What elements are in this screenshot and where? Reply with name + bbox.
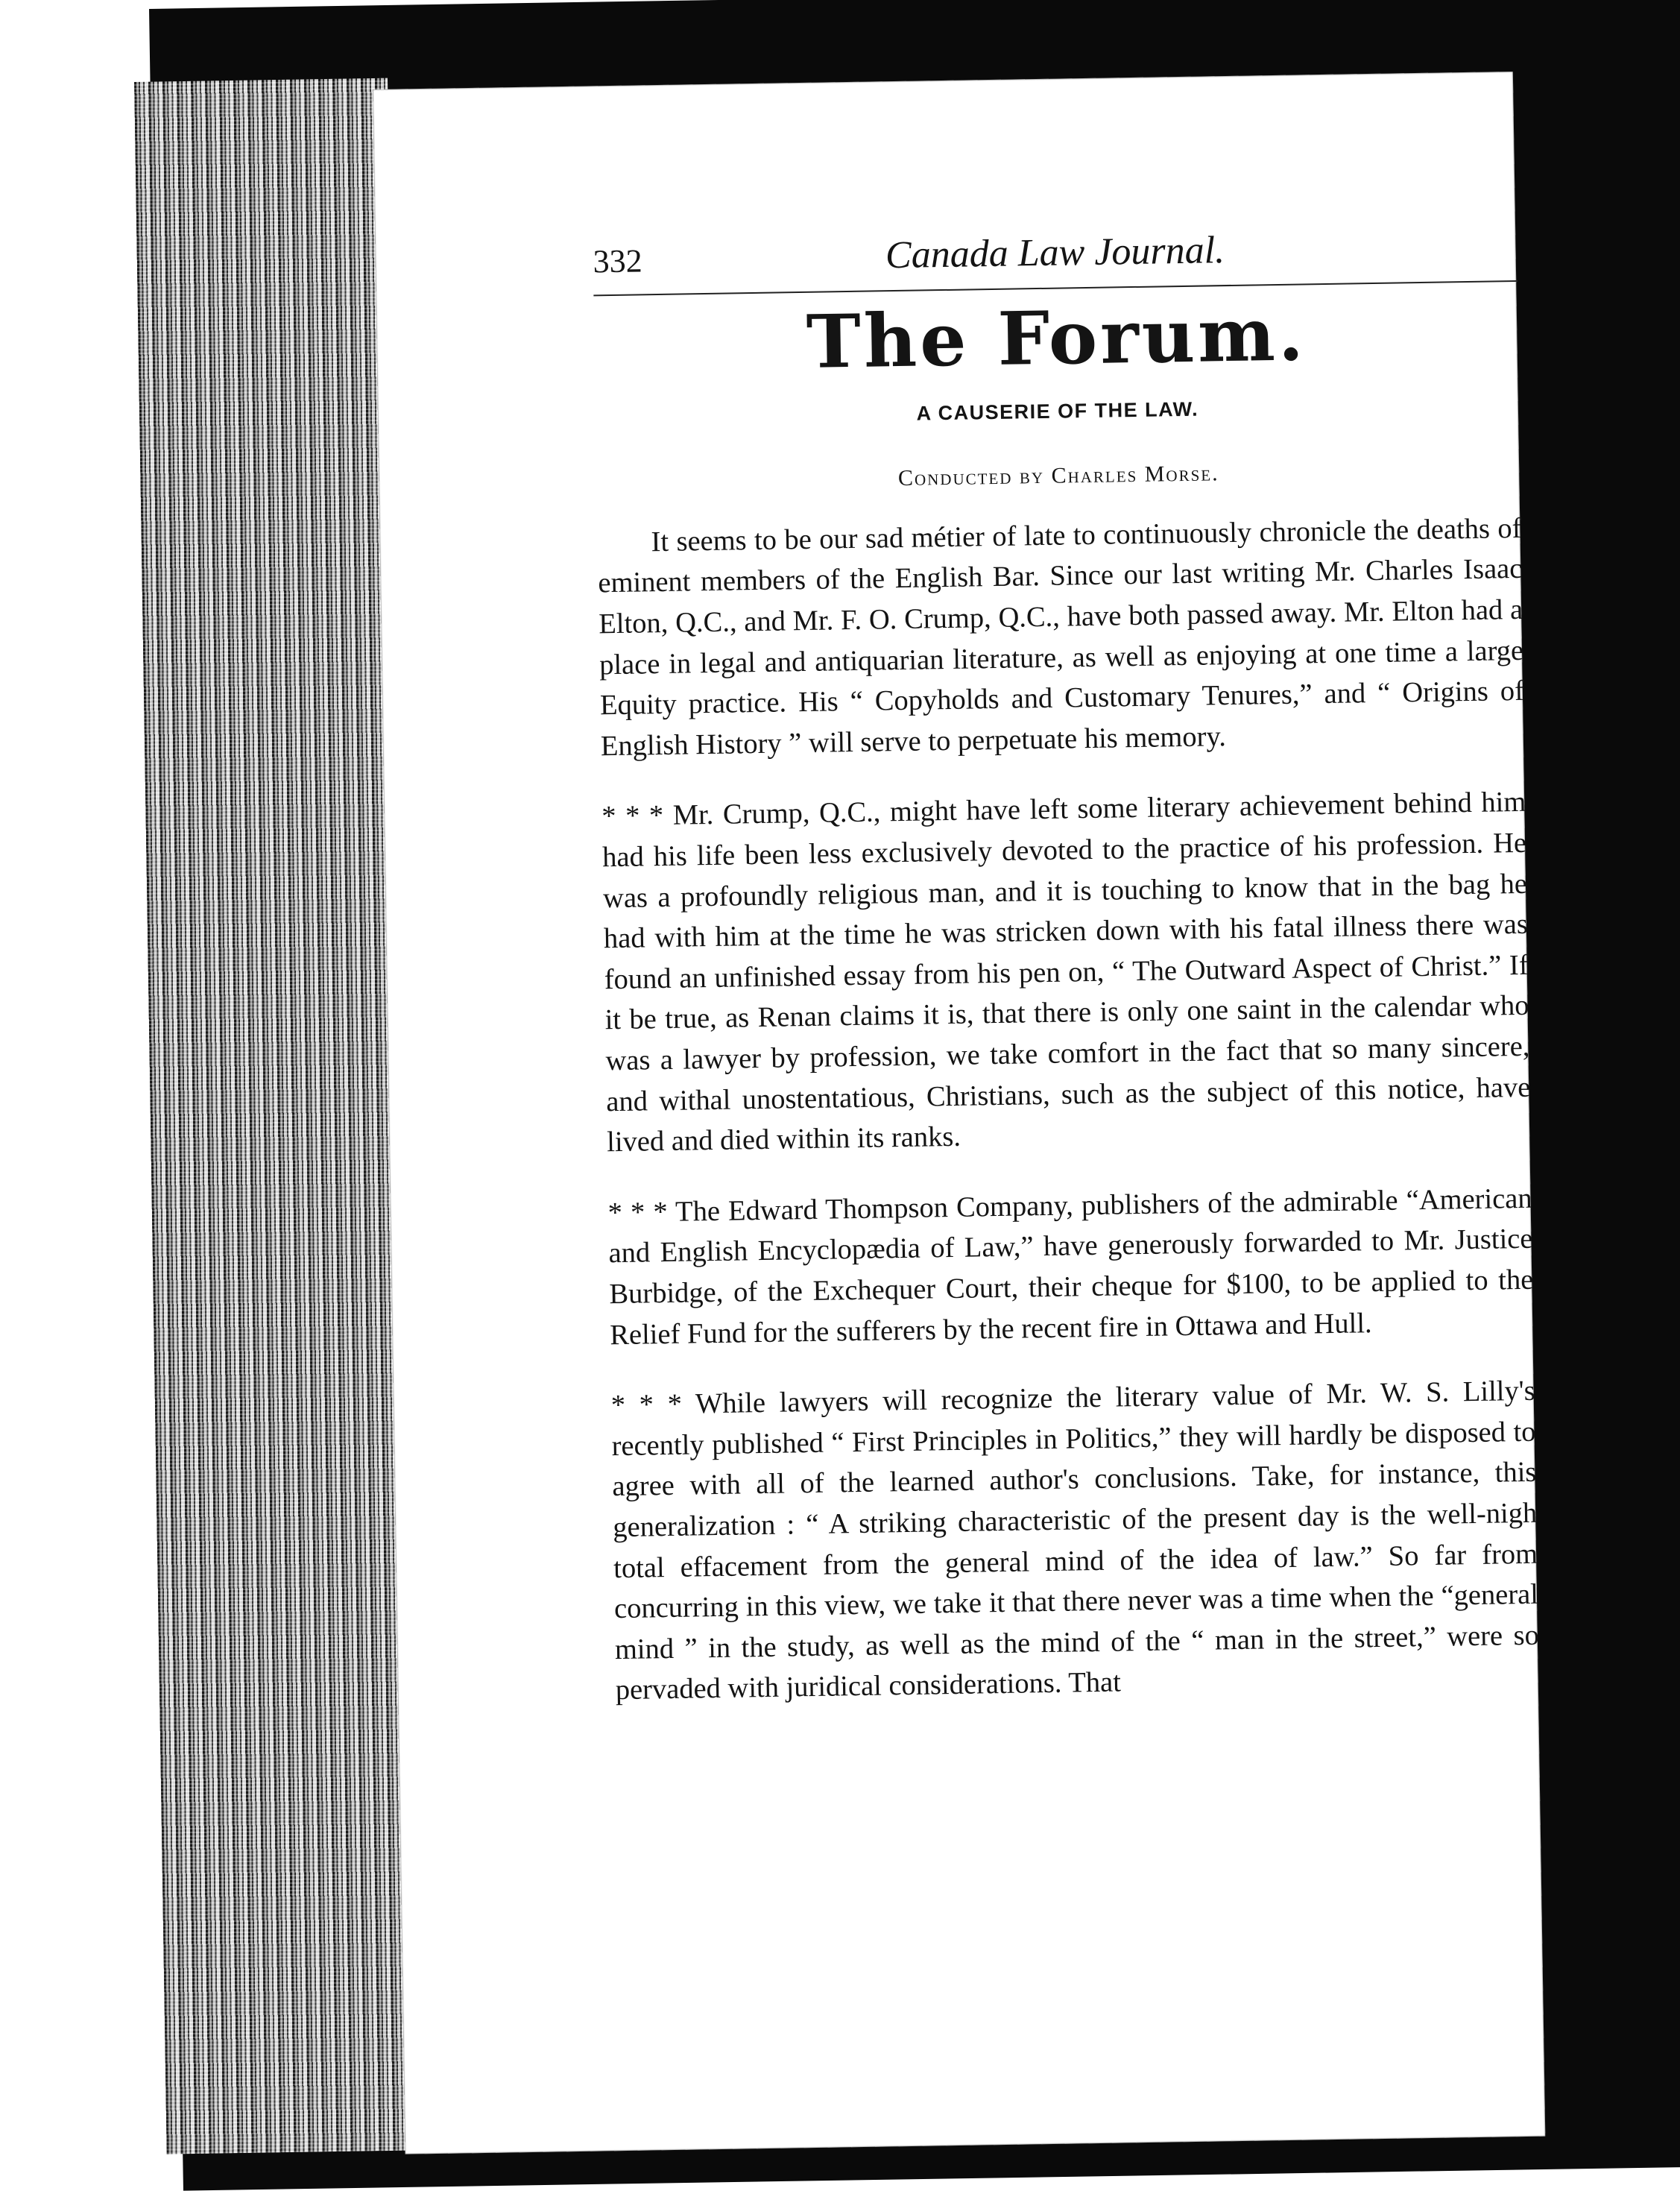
- book-page: [373, 72, 1545, 2154]
- paragraph-elton: It seems to be our sad métier of late to continuously chronicle the deaths of eminent members of the English Bar. Since our last writing Mr. Charles Isaac Elton, Q.C., and Mr. F. O. Crump, Q.C., have both passed away. Mr. Elton had a place in legal and antiquarian literature, as well as enjoying at one time a large Equity practice. His “ Copyholds and Customary Tenures,” and “ Origins of English History ” will serve to perpetuate his memory.: [598, 512, 1525, 763]
- section-title: The Forum.: [806, 291, 1307, 385]
- paragraph-thompson-company: * * * The Edward Thompson Company, publishers of the admirable “American and English Encyclopædia of Law,” have generously forwarded to Mr. Justice Burbidge, of the Exchequer Court, their cheque for $100, to be applied to the Relief Fund for the sufferers by the recent fire in Ottawa and Hull.: [607, 1182, 1534, 1351]
- paragraph-lilly: * * * While lawyers will recognize the literary value of Mr. W. S. Lilly's recently published “ First Principles in Politics,” they will hardly be disposed to agree with all of the learned author's conclusions. Take, for instance, this generalization : “ A striking characteristic of the present day is the well-nigh total effacement from the general mind of the idea of law.” So far from concurring in this view, we take it that there never was a time when the “general mind ” in the study, as well as the mind of the “ man in the street,” were so pervaded with juridical considerations. That: [610, 1375, 1540, 1706]
- page-number: 332: [593, 242, 643, 280]
- journal-title: Canada Law Journal.: [885, 229, 1225, 277]
- section-subtitle: A CAUSERIE OF THE LAW.: [916, 397, 1199, 425]
- page-content: [593, 221, 1540, 1711]
- paragraph-crump: * * * Mr. Crump, Q.C., might have left some literary achievement behind him had his life been less exclusively devoted to the practice of his profession. He was a profoundly religious man, and it is touching to know that in the bag he had with him at the time he was stricken down with his fatal illness there was found an unfinished essay from his pen on, “ The Outward Aspect of Christ.” If it be true, as Renan claims it is, that there is only one saint in the calendar who was a lawyer by profession, we take comfort in the fact that so many sincere, and withal unostentatious, Christians, such as the subject of this notice, have lived and died within its ranks.: [601, 786, 1531, 1158]
- running-head: [593, 221, 1518, 296]
- byline: Conducted by Charles Morse.: [897, 461, 1219, 491]
